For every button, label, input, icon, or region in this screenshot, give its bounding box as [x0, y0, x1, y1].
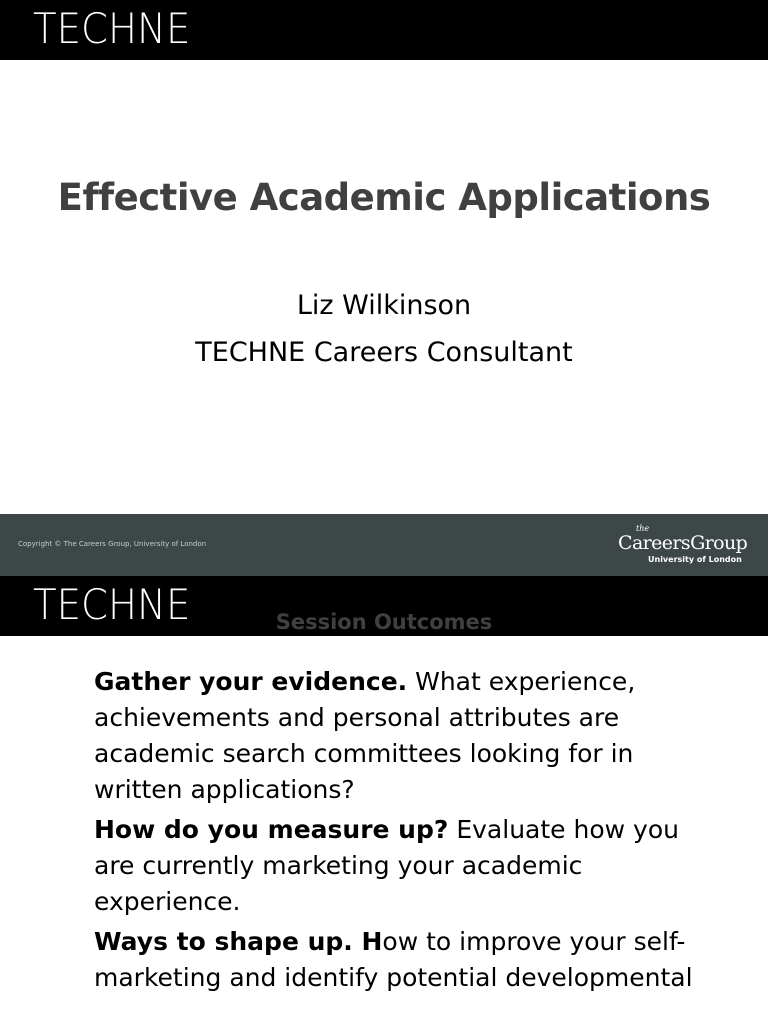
outcome-text: What experience, achievements and personal attributes are academic search committees looking for in written applications?: [94, 667, 636, 804]
presenter-role: TECHNE Careers Consultant: [195, 337, 573, 368]
outcome-text: ow to improve your self-marketing and identify potential developmental: [94, 927, 693, 992]
careers-group-logo-the: the: [636, 524, 650, 533]
outcome-item: [94, 812, 694, 920]
outcomes-list: [94, 664, 694, 1000]
slide-title: Effective Academic Applications: [57, 176, 711, 219]
techne-logo: TECHNE: [33, 4, 191, 53]
outcome-text: Evaluate how you are currently marketing your academic experience.: [94, 815, 679, 916]
copyright-text: Copyright © The Careers Group, University of London: [18, 540, 207, 548]
outcome-item: [94, 924, 694, 996]
outcome-lead: Ways to shape up. H: [94, 927, 383, 956]
presenter-name: Liz Wilkinson: [296, 290, 472, 321]
outcome-lead: How do you measure up?: [94, 815, 449, 844]
careers-group-logo: [618, 524, 750, 566]
outcome-item: [94, 664, 694, 808]
careers-group-logo-name: CareersGroup: [618, 532, 748, 554]
header-bar: [0, 0, 768, 60]
section-title: Session Outcomes: [275, 610, 493, 634]
slide-footer: [0, 514, 768, 576]
careers-group-logo-sub: University of London: [648, 555, 742, 564]
techne-logo: TECHNE: [33, 580, 191, 629]
outcomes-slide: [0, 576, 768, 1024]
outcome-lead: Gather your evidence.: [94, 667, 408, 696]
